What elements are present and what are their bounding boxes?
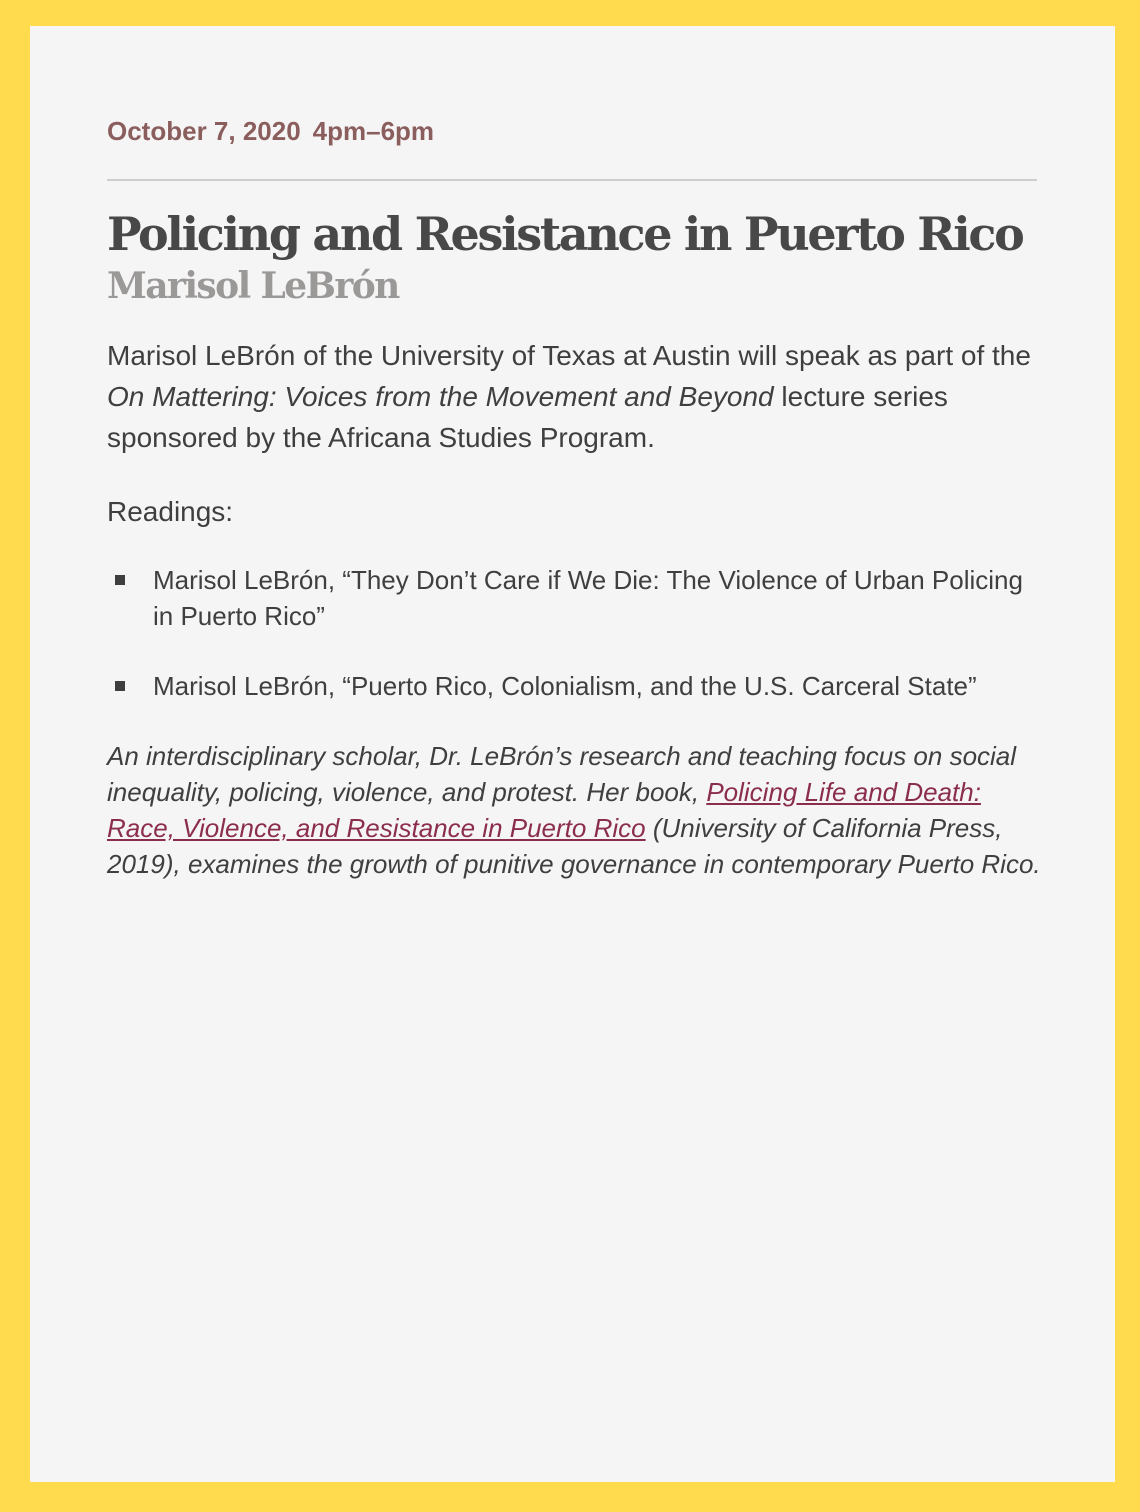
event-date: October 7, 2020 [107,116,301,146]
book-link[interactable]: Policing Life and Death: Race, Violence, and Resistance in Puerto Rico [107,777,981,843]
bio-text-2: (University of California Press, 2019), examines the growth of punitive governance in contemporary Puerto Rico. [107,813,1041,879]
lecture-series-name: On Mattering: Voices from the Movement and Beyond [107,381,774,412]
event-description [107,335,1037,458]
intro-text-2: lecture series sponsored by the Africana Studies Program. [107,381,948,453]
divider [107,179,1037,181]
intro-text-1: Marisol LeBrón of the University of Texas at Austin will speak as part of the [107,340,1031,371]
speaker-name: Marisol LeBrón [107,265,399,307]
readings-list [107,562,1038,704]
event-datetime [107,114,1038,148]
reading-item-text: Marisol LeBrón, “Puerto Rico, Colonialism, and the U.S. Carceral State” [153,671,977,701]
bullet-square-icon [115,681,125,691]
bio-text-1: An interdisciplinary scholar, Dr. LeBrón’s research and teaching focus on social inequality, policing, violence, and protest. Her book, [107,741,1017,807]
event-time: 4pm–6pm [312,116,435,146]
event-title: Policing and Resistance in Puerto Rico [107,207,1023,261]
reading-item [107,668,1038,704]
event-card [30,26,1115,1482]
speaker-bio [107,738,1042,882]
reading-item-text: Marisol LeBrón, “They Don’t Care if We Die: The Violence of Urban Policing in Puerto Rico” [153,565,1023,631]
readings-heading: Readings: [107,496,234,527]
reading-item [107,562,1038,634]
bullet-square-icon [115,575,125,585]
